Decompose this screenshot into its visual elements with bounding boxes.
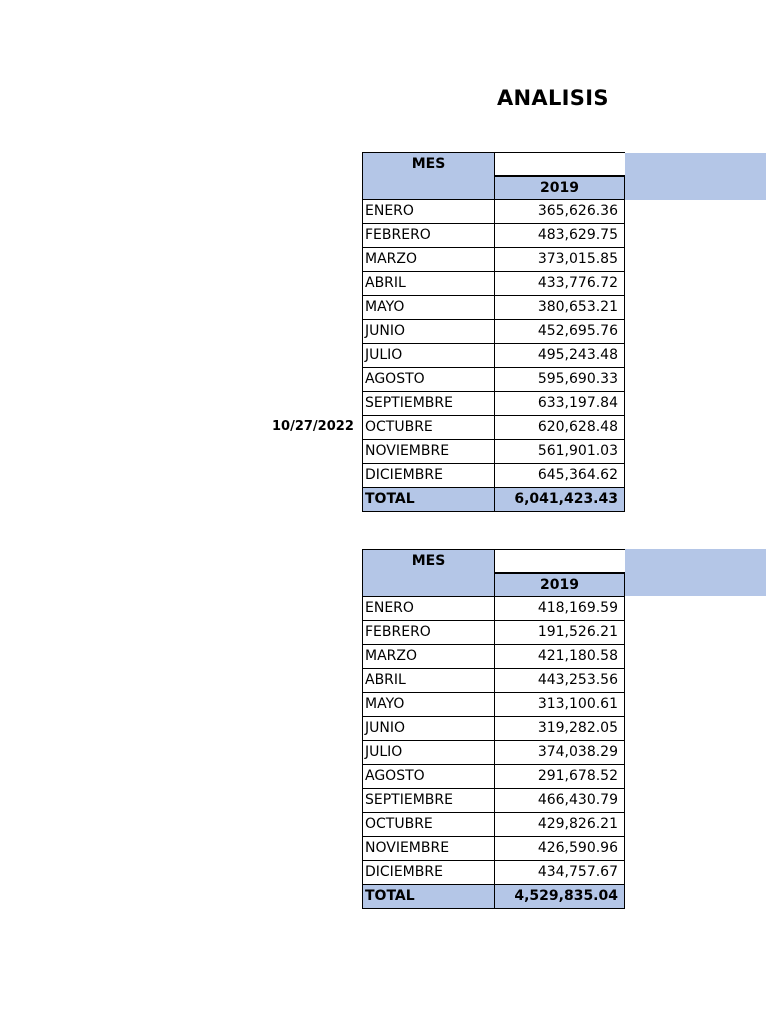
month-cell: ENERO (362, 597, 495, 621)
table-row (362, 837, 625, 861)
total-value: 4,529,835.04 (495, 885, 625, 909)
table-row (362, 717, 625, 741)
total-row (362, 885, 625, 909)
value-cell: 633,197.84 (495, 392, 625, 416)
table-subheader-row (362, 176, 625, 200)
value-cell: 561,901.03 (495, 440, 625, 464)
value-cell: 426,590.96 (495, 837, 625, 861)
value-cell: 645,364.62 (495, 464, 625, 488)
page-title: ANALISIS (497, 86, 609, 110)
value-cell: 191,526.21 (495, 621, 625, 645)
table-row (362, 464, 625, 488)
month-cell: ABRIL (362, 272, 495, 296)
month-cell: MARZO (362, 645, 495, 669)
total-label: TOTAL (362, 885, 495, 909)
table-row (362, 440, 625, 464)
month-column-header: MES (362, 549, 495, 573)
value-cell: 313,100.61 (495, 693, 625, 717)
month-cell: JUNIO (362, 717, 495, 741)
month-cell: DICIEMBRE (362, 861, 495, 885)
table-row (362, 741, 625, 765)
side-date-label: 10/27/2022 (272, 419, 354, 434)
table-row (362, 416, 625, 440)
month-cell: MAYO (362, 296, 495, 320)
month-cell: AGOSTO (362, 368, 495, 392)
value-cell: 466,430.79 (495, 789, 625, 813)
table-row (362, 813, 625, 837)
value-cell: 620,628.48 (495, 416, 625, 440)
month-cell: SEPTIEMBRE (362, 392, 495, 416)
table-row (362, 861, 625, 885)
table-row (362, 597, 625, 621)
table-row (362, 296, 625, 320)
total-label: TOTAL (362, 488, 495, 512)
value-cell: 421,180.58 (495, 645, 625, 669)
month-cell: OCTUBRE (362, 416, 495, 440)
month-cell: MARZO (362, 248, 495, 272)
value-cell: 443,253.56 (495, 669, 625, 693)
header-fill-band-2 (625, 549, 766, 596)
month-cell: MAYO (362, 693, 495, 717)
month-header-continuation (362, 573, 495, 597)
month-column-header: MES (362, 152, 495, 176)
total-row (362, 488, 625, 512)
table-row (362, 344, 625, 368)
year-column-header: 2019 (495, 176, 625, 200)
month-cell: OCTUBRE (362, 813, 495, 837)
table-row (362, 765, 625, 789)
table-row (362, 669, 625, 693)
month-cell: NOVIEMBRE (362, 440, 495, 464)
month-cell: FEBRERO (362, 224, 495, 248)
table-row (362, 224, 625, 248)
table-subheader-row (362, 573, 625, 597)
value-cell: 429,826.21 (495, 813, 625, 837)
month-cell: AGOSTO (362, 765, 495, 789)
table-row (362, 693, 625, 717)
total-value: 6,041,423.43 (495, 488, 625, 512)
header-blank-cell (495, 152, 625, 176)
monthly-table-2 (362, 549, 625, 909)
table-row (362, 200, 625, 224)
month-cell: SEPTIEMBRE (362, 789, 495, 813)
month-cell: FEBRERO (362, 621, 495, 645)
header-blank-cell (495, 549, 625, 573)
table-row (362, 645, 625, 669)
value-cell: 374,038.29 (495, 741, 625, 765)
table-row (362, 392, 625, 416)
month-header-continuation (362, 176, 495, 200)
value-cell: 418,169.59 (495, 597, 625, 621)
month-cell: JULIO (362, 344, 495, 368)
table-row (362, 272, 625, 296)
table-header-row (362, 152, 625, 176)
table-row (362, 320, 625, 344)
month-cell: ENERO (362, 200, 495, 224)
value-cell: 452,695.76 (495, 320, 625, 344)
value-cell: 291,678.52 (495, 765, 625, 789)
table-header-row (362, 549, 625, 573)
table-row (362, 789, 625, 813)
month-cell: JUNIO (362, 320, 495, 344)
value-cell: 595,690.33 (495, 368, 625, 392)
table-row (362, 248, 625, 272)
value-cell: 433,776.72 (495, 272, 625, 296)
month-cell: JULIO (362, 741, 495, 765)
value-cell: 434,757.67 (495, 861, 625, 885)
header-fill-band-1 (625, 153, 766, 200)
value-cell: 380,653.21 (495, 296, 625, 320)
month-cell: NOVIEMBRE (362, 837, 495, 861)
year-column-header: 2019 (495, 573, 625, 597)
value-cell: 365,626.36 (495, 200, 625, 224)
value-cell: 319,282.05 (495, 717, 625, 741)
monthly-table-1 (362, 152, 625, 512)
month-cell: ABRIL (362, 669, 495, 693)
table-row (362, 368, 625, 392)
table-row (362, 621, 625, 645)
value-cell: 373,015.85 (495, 248, 625, 272)
value-cell: 495,243.48 (495, 344, 625, 368)
month-cell: DICIEMBRE (362, 464, 495, 488)
value-cell: 483,629.75 (495, 224, 625, 248)
